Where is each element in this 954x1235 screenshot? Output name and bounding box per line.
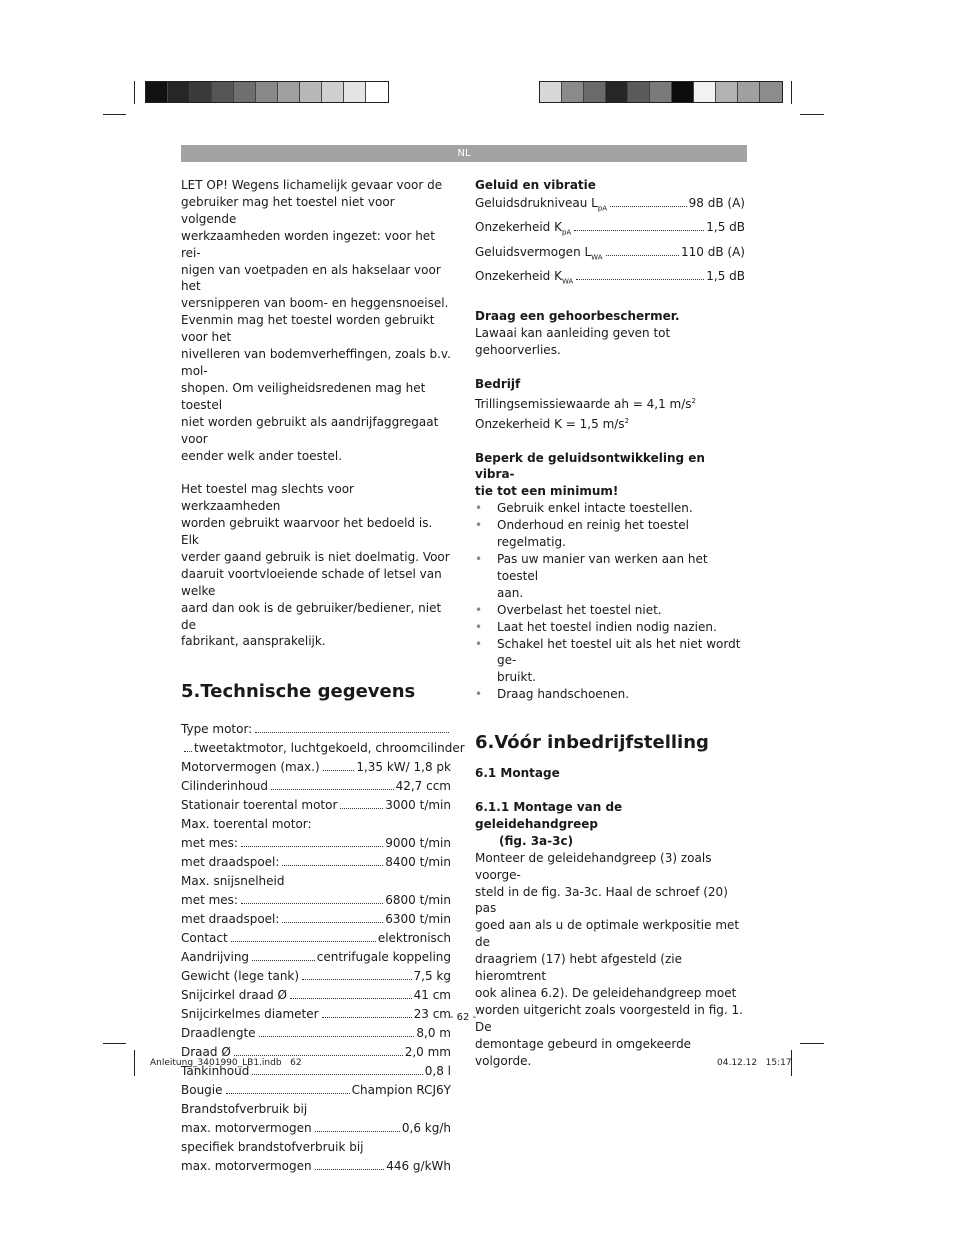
noise-leader [610, 206, 687, 207]
color-swatch [278, 82, 300, 102]
spec-label: max. motorvermogen [181, 1121, 312, 1136]
spec-label: met mes: [181, 836, 238, 851]
spec-leader [255, 732, 449, 733]
spec-label: max. motorvermogen [181, 1159, 312, 1174]
color-swatch [584, 82, 606, 102]
language-label: NL [457, 148, 471, 159]
spec-label: met mes: [181, 893, 238, 908]
noise-label: Geluidsvermogen $L_{WA}$ [475, 244, 603, 262]
crop-mark [103, 1043, 126, 1044]
spec-label: Gewicht (lege tank) [181, 969, 300, 984]
spec-row [181, 967, 451, 986]
text-line: gebruiker mag het toestel niet voor volgende [181, 194, 395, 226]
section-6-1-title: 6.1 Montage [475, 766, 560, 781]
spec-leader [259, 1036, 415, 1037]
noise-leader [606, 255, 680, 256]
noise-subscript: WA [561, 277, 574, 286]
bullet-item: • Overbelast het toestel niet. [475, 602, 745, 619]
noise-title: Geluid en vibratie [475, 178, 596, 192]
noise-value: 1,5 dB [706, 269, 745, 284]
bullet-item: • Laat het toestel indien nodig nazien. [475, 619, 745, 636]
spec-value: 446 g/kWh [386, 1159, 451, 1174]
color-calibration-bar-left [145, 81, 389, 103]
spec-label: Draadlengte [181, 1026, 256, 1041]
spec-leader [290, 998, 412, 999]
vibration-uncertainty: Onzekerheid K = 1,5 $m/s^2$ [475, 416, 630, 431]
bullet-item: • Draag handschoenen. [475, 686, 745, 703]
spec-heading: Brandstofverbruik bij [181, 1102, 308, 1117]
text-line: aard dan ook is de gebruiker/bediener, niet de [181, 600, 442, 632]
crop-mark [134, 1050, 135, 1076]
section-6-1-1-title-line1: 6.1.1 Montage van de geleidehandgreep [475, 799, 623, 831]
spec-row [181, 853, 451, 872]
color-swatch [694, 82, 716, 102]
spec-value: 2,0 mm [404, 1045, 451, 1060]
noise-leader [576, 279, 704, 280]
color-swatch [344, 82, 366, 102]
language-header-bar [181, 145, 747, 162]
spec-label: Tankinhoud [181, 1064, 250, 1079]
operation-title: Bedrijf [475, 376, 521, 391]
spec-value: 7,5 kg [413, 969, 451, 984]
spec-row [181, 777, 451, 796]
spec-leader [241, 903, 383, 904]
spec-label: Aandrijving [181, 950, 250, 965]
noise-subscript: WA [591, 253, 603, 262]
spec-row [181, 1157, 451, 1176]
spec-row [181, 739, 465, 758]
text-line: nigen van voetpaden en als hakselaar voor het [181, 262, 441, 294]
text-line: Evenmin mag het toestel worden gebruikt voor het [181, 313, 435, 345]
spec-value: 9000 t/min [385, 836, 451, 851]
text-line: niet worden gebruikt als aandrijfaggregaat voor [181, 414, 439, 446]
noise-leader [574, 230, 704, 231]
color-swatch [168, 82, 190, 102]
spec-label: Stationair toerental motor [181, 798, 338, 813]
vibration-value: Trillingsemissiewaarde ah = 4,1 $m/s^2$ [475, 396, 696, 411]
spec-leader [282, 865, 383, 866]
spec-row [181, 796, 451, 815]
spec-leader [340, 808, 383, 809]
color-swatch [234, 82, 256, 102]
color-swatch [540, 82, 562, 102]
section-5-title: 5.Technische gegevens [181, 681, 416, 703]
text-line: shopen. Om veiligheidsredenen mag het toestel [181, 380, 426, 412]
hearing-title: Draag een gehoorbeschermer. [475, 309, 680, 324]
text-line: LET OP! Wegens lichamelijk gevaar voor de [181, 178, 443, 192]
noise-label: Geluidsdrukniveau $L_{pA}$ [475, 195, 608, 213]
color-swatch [672, 82, 694, 102]
color-swatch [366, 82, 388, 102]
color-swatch [146, 82, 168, 102]
spec-row [181, 929, 451, 948]
noise-label: Onzekerheid $K_{pA}$ [475, 220, 572, 237]
text-line: draagriem (17) hebt afgesteld (zie hieromtrent [475, 952, 682, 984]
spec-value: elektronisch [377, 931, 451, 946]
text-line: daaruit voortvloeiende schade of letsel van welke [181, 566, 442, 598]
text-line: werkzaamheden worden ingezet: voor het rei- [181, 228, 435, 260]
color-swatch [628, 82, 650, 102]
page-number: - 62 - [449, 1012, 477, 1023]
spec-label: Bougie [181, 1083, 223, 1098]
bullet-item: • Schakel het toestel uit als het niet wordt ge- bruikt. [475, 636, 745, 687]
color-swatch [650, 82, 672, 102]
spec-leader [302, 979, 411, 980]
crop-mark [134, 81, 135, 104]
color-swatch [716, 82, 738, 102]
noise-row [475, 243, 745, 267]
text-line: ook alinea 6.2). De geleidehandgreep moet [475, 985, 737, 1000]
right-column [475, 177, 745, 1069]
spec-row [181, 910, 451, 929]
spec-leader [234, 1055, 403, 1056]
spec-label: Type motor: [181, 722, 253, 737]
spec-value: tweetaktmotor, luchtgekoeld, chroomcilinder [194, 741, 465, 756]
color-swatch [212, 82, 234, 102]
spec-label: Contact [181, 931, 228, 946]
spec-value: 6300 t/min [385, 912, 451, 927]
spec-value: 6800 t/min [385, 893, 451, 908]
limit-title-line2: tie tot een minimum! [475, 484, 619, 499]
spec-value: 41 cm [413, 988, 451, 1003]
spec-label: met draadspoel: [181, 912, 280, 927]
spec-leader [231, 941, 376, 942]
text-line: eender welk ander toestel. [181, 448, 343, 463]
noise-label: Onzekerheid $K_{WA}$ [475, 269, 574, 286]
spec-value: 42,7 ccm [395, 779, 451, 794]
spec-row [181, 1081, 451, 1100]
noise-row [475, 194, 745, 218]
text-line: Monteer de geleidehandgreep (3) zoals voorge- [475, 850, 712, 882]
spec-row [181, 1024, 451, 1043]
color-swatch [256, 82, 278, 102]
crop-mark [103, 114, 126, 115]
spec-value: 8,0 m [416, 1026, 451, 1041]
limit-bullet-list [475, 500, 745, 703]
spec-label: Snijcirkel draad Ø [181, 988, 287, 1003]
spec-value: 3000 t/min [385, 798, 451, 813]
spec-value: 8400 t/min [385, 855, 451, 870]
noise-subscript: pA [561, 228, 572, 237]
hearing-text: Lawaai kan aanleiding geven tot gehoorverlies. [475, 326, 671, 358]
spec-row [181, 758, 451, 777]
spec-leader [252, 960, 315, 961]
spec-label: Snijcirkelmes diameter [181, 1007, 319, 1022]
spec-leader [323, 770, 355, 771]
color-swatch [738, 82, 760, 102]
section-6-title: 6.Vóór inbedrijfstelling [475, 732, 709, 754]
spec-value: Champion RCJ6Y [351, 1083, 451, 1098]
section-6-1-1-title-line2: (fig. 3a-3c) [499, 833, 574, 848]
color-swatch [190, 82, 212, 102]
spec-leader [226, 1093, 350, 1094]
spec-leader [252, 1074, 422, 1075]
text-line: steld in de fig. 3a-3c. Haal de schroef (20) pas [475, 884, 728, 916]
text-line: verder gaand gebruik is niet doelmatig. Voor [181, 549, 450, 564]
footer-filename: Anleitung_3401990_LB1.indb 62 [150, 1058, 302, 1068]
text-line: versnipperen van boom- en heggensnoeisel. [181, 296, 449, 311]
text-line: worden uitgericht zoals voorgesteld in fig. 1. De [475, 1002, 743, 1034]
spec-value: 0,6 kg/h [401, 1121, 451, 1136]
text-line: nivelleren van bodemverheffingen, zoals b.v. mol- [181, 347, 451, 378]
color-swatch [760, 82, 782, 102]
color-calibration-bar-right [539, 81, 783, 103]
bullet-item: • Gebruik enkel intacte toestellen. [475, 500, 745, 517]
spec-value: 0,8 l [424, 1064, 451, 1079]
spec-label: Motorvermogen (max.) [181, 760, 320, 775]
spec-heading: Max. snijsnelheid [181, 874, 285, 889]
intended-use-paragraph [181, 481, 451, 650]
spec-row [181, 834, 451, 853]
spec-leader [184, 751, 192, 752]
spec-leader [282, 922, 383, 923]
spec-label: met draadspoel: [181, 855, 280, 870]
spec-value: 1,35 kW/ 1,8 pk [356, 760, 451, 775]
crop-mark [791, 81, 792, 104]
color-swatch [606, 82, 628, 102]
color-swatch [322, 82, 344, 102]
text-line: fabrikant, aansprakelijk. [181, 634, 326, 649]
spec-row [181, 986, 451, 1005]
noise-subscript: pA [597, 204, 608, 213]
spec-row [181, 891, 451, 910]
color-swatch [300, 82, 322, 102]
bullet-item: • Onderhoud en reinig het toestel regelmatig. [475, 517, 745, 551]
footer-date: 04.12.12 15:17 [717, 1058, 792, 1068]
spec-heading: specifiek brandstofverbruik bij [181, 1140, 364, 1155]
spec-value: 23 cm [413, 1007, 451, 1022]
crop-mark [800, 114, 824, 115]
spec-leader [241, 846, 383, 847]
crop-mark [800, 1043, 824, 1044]
spec-row [181, 720, 451, 739]
noise-row [475, 267, 745, 291]
spec-leader [315, 1131, 400, 1132]
spec-label: Draad Ø [181, 1045, 231, 1060]
noise-value: 110 dB (A) [681, 244, 745, 259]
spec-heading: Max. toerental motor: [181, 817, 312, 832]
color-swatch [562, 82, 584, 102]
text-line: goed aan als u de optimale werkpositie met de [475, 918, 740, 950]
noise-row [475, 218, 745, 242]
spec-leader [271, 789, 394, 790]
spec-leader [315, 1169, 385, 1170]
spec-label: Cilinderinhoud [181, 779, 269, 794]
spec-row [181, 1119, 451, 1138]
spec-value: centrifugale koppeling [316, 950, 451, 965]
noise-values-list [475, 194, 745, 292]
noise-value: 98 dB (A) [688, 195, 745, 210]
text-line: worden gebruikt waarvoor het bedoeld is. Elk [181, 516, 433, 548]
limit-title-line1: Beperk de geluidsontwikkeling en vibra- [475, 450, 705, 482]
text-line: Het toestel mag slechts voor werkzaamheden [181, 482, 354, 514]
text-line: demontage gebeurd in omgekeerde volgorde. [475, 1036, 692, 1068]
noise-value: 1,5 dB [706, 220, 745, 235]
montage-paragraph [475, 850, 745, 1070]
spec-row [181, 948, 451, 967]
usage-warning-paragraph [181, 177, 451, 464]
bullet-item: • Pas uw manier van werken aan het toestel aan. [475, 551, 745, 602]
